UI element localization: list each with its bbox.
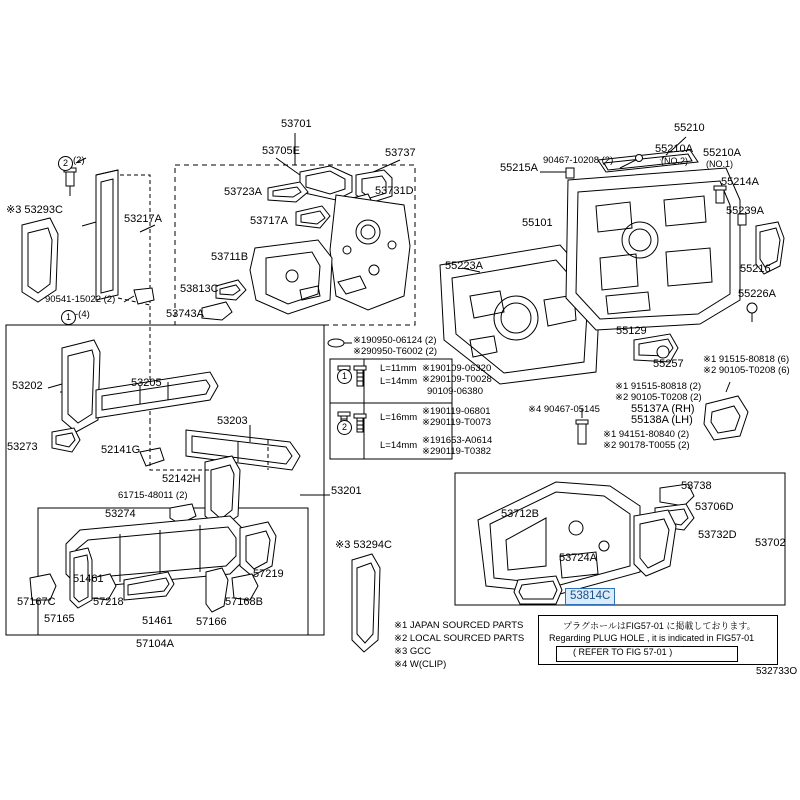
legend-item: ※4 W(CLIP): [394, 659, 447, 670]
callout-circle-1: 1: [337, 369, 352, 384]
part-label: 53737: [385, 147, 416, 159]
part-label: ※290119-T0382: [422, 446, 492, 457]
part-label: 55223A: [445, 260, 483, 272]
part-label: 57168B: [225, 596, 263, 608]
part-label: ※190119-06801: [422, 406, 491, 417]
part-label: ※190950-06124 (2): [353, 335, 437, 346]
part-label: 55257: [653, 358, 684, 370]
callout-circle-top: 2: [58, 156, 73, 171]
part-label: 55210: [674, 122, 705, 134]
callout-qty-top: (2): [73, 155, 85, 166]
part-label: 55137A (RH): [631, 403, 695, 415]
part-label: 53705E: [262, 145, 300, 157]
part-label: ※191653-A0614: [422, 435, 493, 446]
part-label: 61715-48011 (2): [118, 490, 188, 501]
part-label: ※2 90178-T0055 (2): [603, 440, 690, 451]
part-label: ※1 91515-80818 (6): [703, 354, 790, 365]
part-label: 55214A: [721, 176, 759, 188]
part-label: 53274: [105, 508, 136, 520]
part-label: (NO.2): [661, 156, 688, 166]
part-label: 55138A (LH): [631, 414, 693, 426]
figure-code: 532733O: [756, 666, 798, 677]
part-label: ※190109-06320: [422, 363, 492, 374]
part-label: 90467-10208 (2): [543, 155, 614, 166]
part-label: 57104A: [136, 638, 174, 650]
part-label: 53711B: [211, 251, 249, 263]
part-label: 57165: [44, 613, 75, 625]
part-label: 57219: [253, 568, 284, 580]
callout-circle-2: 2: [337, 420, 352, 435]
part-label: ※3 53294C: [335, 539, 392, 551]
bolt-length-label: L=14mm: [380, 376, 418, 387]
part-label: 53203: [217, 415, 248, 427]
part-label: ※3 53293C: [6, 204, 63, 216]
part-label: 52142H: [162, 473, 201, 485]
part-label: 53201: [331, 485, 362, 497]
legend-item: ※1 JAPAN SOURCED PARTS: [394, 620, 524, 631]
part-label: 53712B: [501, 508, 539, 520]
part-label: 53205: [131, 377, 162, 389]
part-label: 55210A: [655, 143, 693, 155]
part-label: ※290119-T0073: [422, 417, 492, 428]
part-label: 53731D: [375, 185, 414, 197]
part-label: 53202: [12, 380, 43, 392]
part-label: ※1 91515-80818 (2): [615, 381, 702, 392]
part-label: 57166: [196, 616, 227, 628]
part-label: 55226A: [738, 288, 776, 300]
part-label: 53701: [281, 118, 312, 130]
part-label: ※290950-T6002 (2): [353, 346, 438, 357]
part-label: 53738: [681, 480, 712, 492]
part-label: 53273: [7, 441, 38, 453]
note-line-ref: ( REFER TO FIG 57-01 ): [573, 647, 673, 657]
part-label: ※2 90105-T0208 (6): [703, 365, 790, 376]
callout-qty-bottom: -(4): [75, 309, 90, 320]
part-label: 53732D: [698, 529, 737, 541]
bolt-length-label: L=16mm: [380, 412, 418, 423]
part-label: 55129: [616, 325, 647, 337]
part-label: 53724A: [559, 552, 597, 564]
part-label: 55215A: [500, 162, 538, 174]
part-label: 53702: [755, 537, 786, 549]
part-label: 51461: [73, 573, 104, 585]
part-label: (NO.1): [706, 159, 733, 169]
part-label: 53717A: [250, 215, 288, 227]
part-label: 53723A: [224, 186, 262, 198]
part-label: ※4 90467-05145: [528, 404, 600, 415]
part-label: ※1 94151-80840 (2): [603, 429, 690, 440]
part-label: 55210A: [703, 147, 741, 159]
legend-item: ※2 LOCAL SOURCED PARTS: [394, 633, 525, 644]
part-label: 53813C: [180, 283, 219, 295]
part-label: 55216: [740, 263, 771, 275]
legend: [394, 620, 524, 670]
note-line-ja: プラグホールはFIG57-01 に掲載しております。: [563, 621, 756, 631]
part-label: 90541-15022 (2): [45, 294, 116, 305]
part-label: 55239A: [726, 205, 764, 217]
bolt-length-label: L=14mm: [380, 440, 418, 451]
part-label: 52141G: [101, 444, 141, 456]
note-line-en: Regarding PLUG HOLE , it is indicated in FIG57-01: [549, 633, 755, 643]
part-label: 57218: [93, 596, 124, 608]
bolt-length-label: L=11mm: [380, 363, 417, 374]
part-label: 90109-06380: [427, 386, 483, 397]
highlighted-part-number[interactable]: 53814C: [565, 588, 615, 605]
legend-item: ※3 GCC: [394, 646, 431, 657]
part-label: 51461: [142, 615, 173, 627]
part-label: 55101: [522, 217, 553, 229]
part-label: 53217A: [124, 213, 162, 225]
part-label: 53706D: [695, 501, 734, 513]
part-label: 57167C: [17, 596, 56, 608]
part-label: ※290109-T0028: [422, 374, 492, 385]
part-label: ※2 90105-T0208 (2): [615, 392, 702, 403]
part-label: 53743A: [166, 308, 204, 320]
callout-circle-bottom: 1: [61, 310, 76, 325]
